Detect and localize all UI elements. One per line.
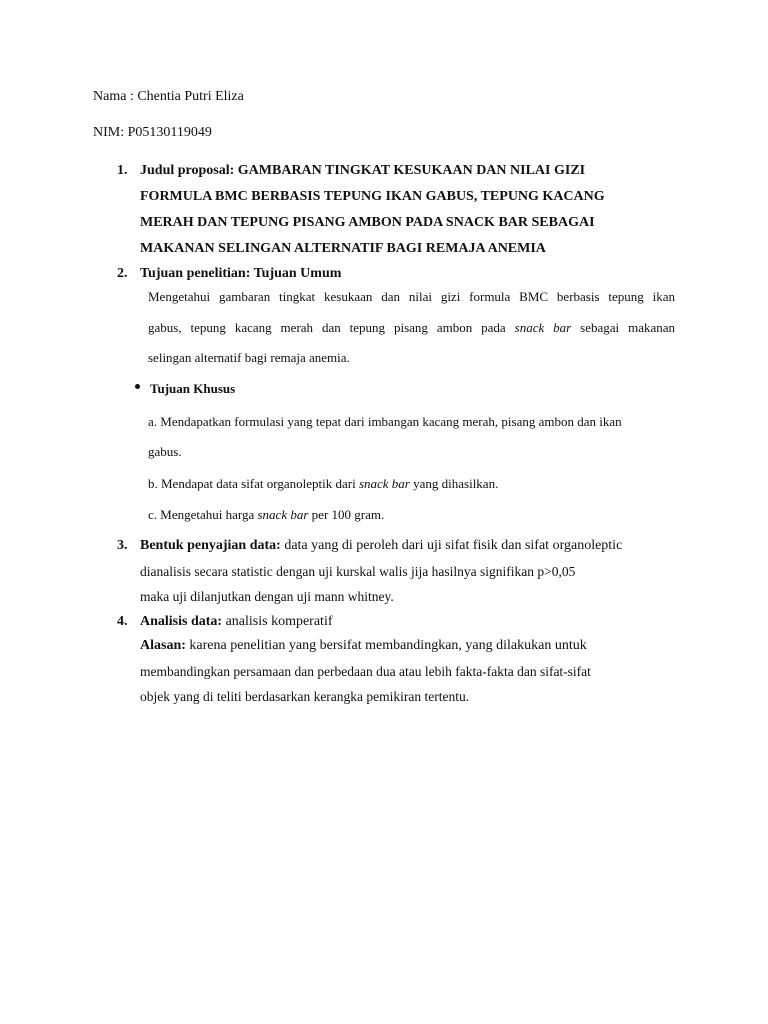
data-analysis-label: Analisis data: — [140, 614, 223, 629]
data-presentation-line-2: dianalisis secara statistic dengan uji kurskal walis jija hasilnya signifikan p>0,05 — [140, 564, 576, 579]
proposal-title-text-3: MERAH DAN TEPUNG PISANG AMBON PADA SNACK BAR SEBAGAI — [140, 215, 595, 230]
specific-goal-b: b. Mendapat data sifat organoleptik dari snack bar yang dihasilkan. — [148, 476, 499, 491]
data-analysis-line — [140, 614, 333, 630]
proposal-title-text-4: MAKANAN SELINGAN ALTERNATIF BAGI REMAJA ANEMIA — [140, 241, 546, 256]
item-number-2: 2. — [117, 266, 128, 281]
item-number-4: 4. — [117, 614, 128, 629]
specific-goal-label: Tujuan Khusus — [150, 381, 236, 396]
item-number-1: 1. — [117, 163, 128, 178]
reason-line-3: objek yang di teliti berdasarkan kerangka pemikiran tertentu. — [140, 689, 470, 704]
data-presentation-line-3: maka uji dilanjutkan dengan uji mann whitney. — [140, 589, 394, 604]
specific-goal-a-line-2: gabus. — [148, 444, 182, 459]
specific-goal-c: c. Mengetahui harga snack bar per 100 gram. — [148, 507, 385, 522]
specific-goal-a-line-1: a. Mendapatkan formulasi yang tepat dari imbangan kacang merah, pisang ambon dan ikan — [148, 414, 622, 429]
proposal-title-line-1 — [140, 163, 585, 179]
data-presentation-label: Bentuk penyajian data: — [140, 538, 281, 553]
student-name: Nama : Chentia Putri Eliza — [93, 89, 244, 104]
data-presentation-line-1: Bentuk penyajian data: data yang di peroleh dari uji sifat fisik dan sifat organoleptic — [140, 538, 623, 553]
proposal-title-text-1: GAMBARAN TINGKAT KESUKAAN DAN NILAI GIZI — [237, 163, 586, 178]
bullet-icon — [135, 384, 140, 389]
reason-line-1: Alasan: karena penelitian yang bersifat membandingkan, yang dilakukan untuk — [140, 638, 587, 653]
general-goal-line-3: selingan alternatif bagi remaja anemia. — [148, 350, 350, 365]
research-goal-label: Tujuan penelitian: Tujuan Umum — [140, 266, 342, 281]
reason-label: Alasan: — [140, 638, 186, 653]
general-goal-line-1: Mengetahui gambaran tingkat kesukaan dan nilai gizi formula BMC berbasis tepung ikan — [148, 289, 675, 304]
proposal-title-label: Judul proposal: — [140, 163, 235, 178]
student-nim: NIM: P05130119049 — [93, 125, 212, 140]
reason-line-2: membandingkan persamaan dan perbedaan dua atau lebih fakta-fakta dan sifat-sifat — [140, 664, 591, 679]
proposal-title-text-2: FORMULA BMC BERBASIS TEPUNG IKAN GABUS, TEPUNG KACANG — [140, 189, 605, 204]
data-analysis-value: analisis komperatif — [225, 614, 333, 629]
item-number-3: 3. — [117, 538, 128, 553]
general-goal-line-2: gabus, tepung kacang merah dan tepung pisang ambon pada snack bar sebagai makanan — [148, 320, 676, 335]
